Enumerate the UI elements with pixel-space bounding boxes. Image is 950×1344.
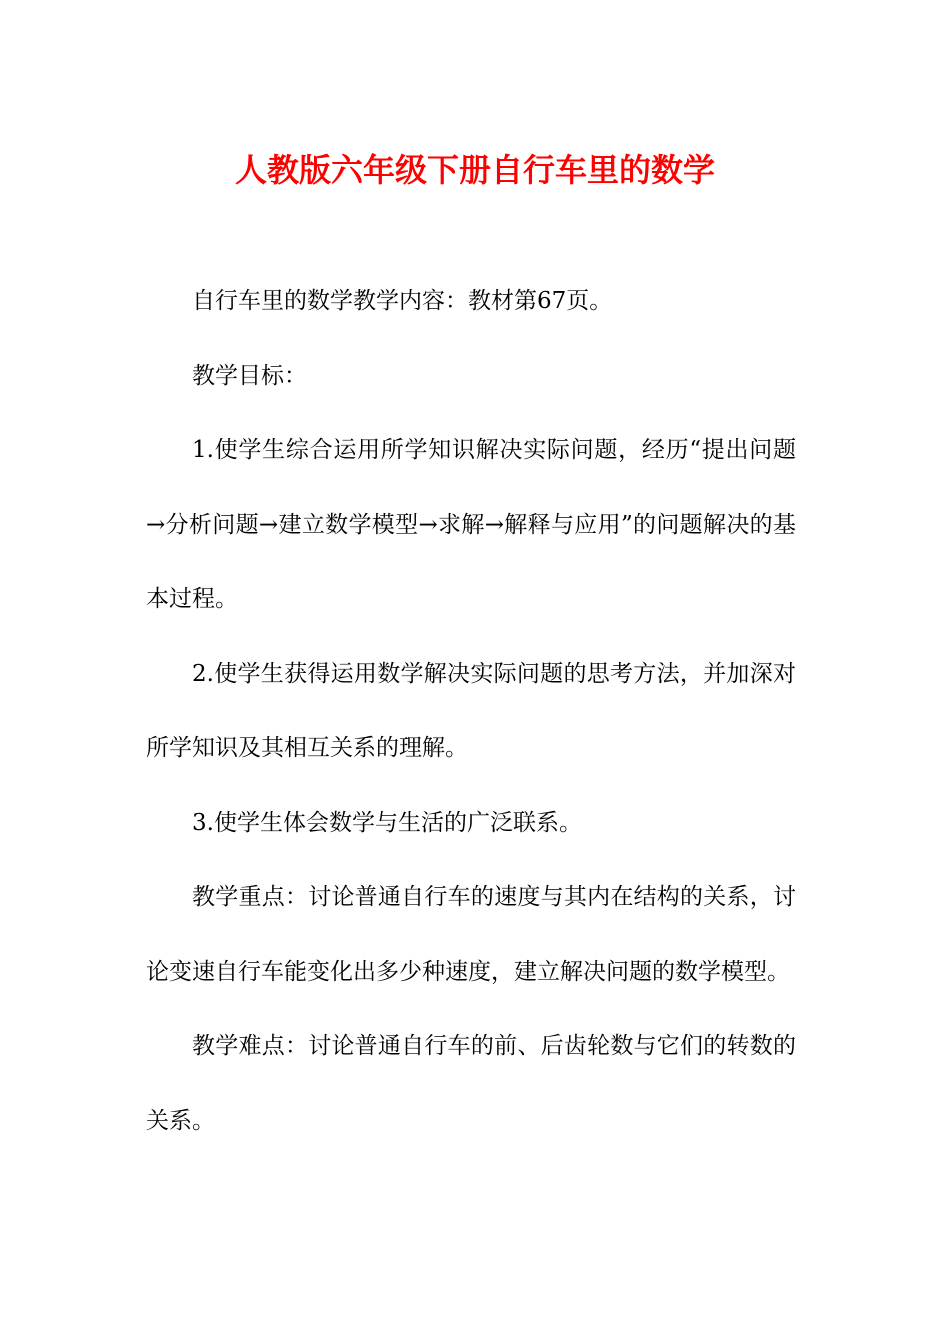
paragraph-objective-2: 2.使学生获得运用数学解决实际问题的思考方法，并加深对所学知识及其相互关系的理解。 [146,660,796,761]
paragraph-objective-3: 3.使学生体会数学与生活的广泛联系。 [192,809,582,836]
document-body [146,264,796,1158]
paragraph-key-points: 教学重点：讨论普通自行车的速度与其内在结构的关系，讨论变速自行车能变化出多少种速度，建立解决问题的数学模型。 [146,884,796,985]
paragraph-content: 自行车里的数学教学内容：教材第67页。 [192,288,613,314]
paragraph-objective-1: 1.使学生综合运用所学知识解决实际问题，经历“提出问题→分析问题→建立数学模型→求解→解释与应用”的问题解决的基本过程。 [146,437,796,612]
page-title: 人教版六年级下册自行车里的数学 [234,151,715,189]
paragraph-objectives-heading: 教学目标： [192,362,307,389]
paragraph-difficulties: 教学难点：讨论普通自行车的前、后齿轮数与它们的转数的关系。 [146,1033,796,1134]
